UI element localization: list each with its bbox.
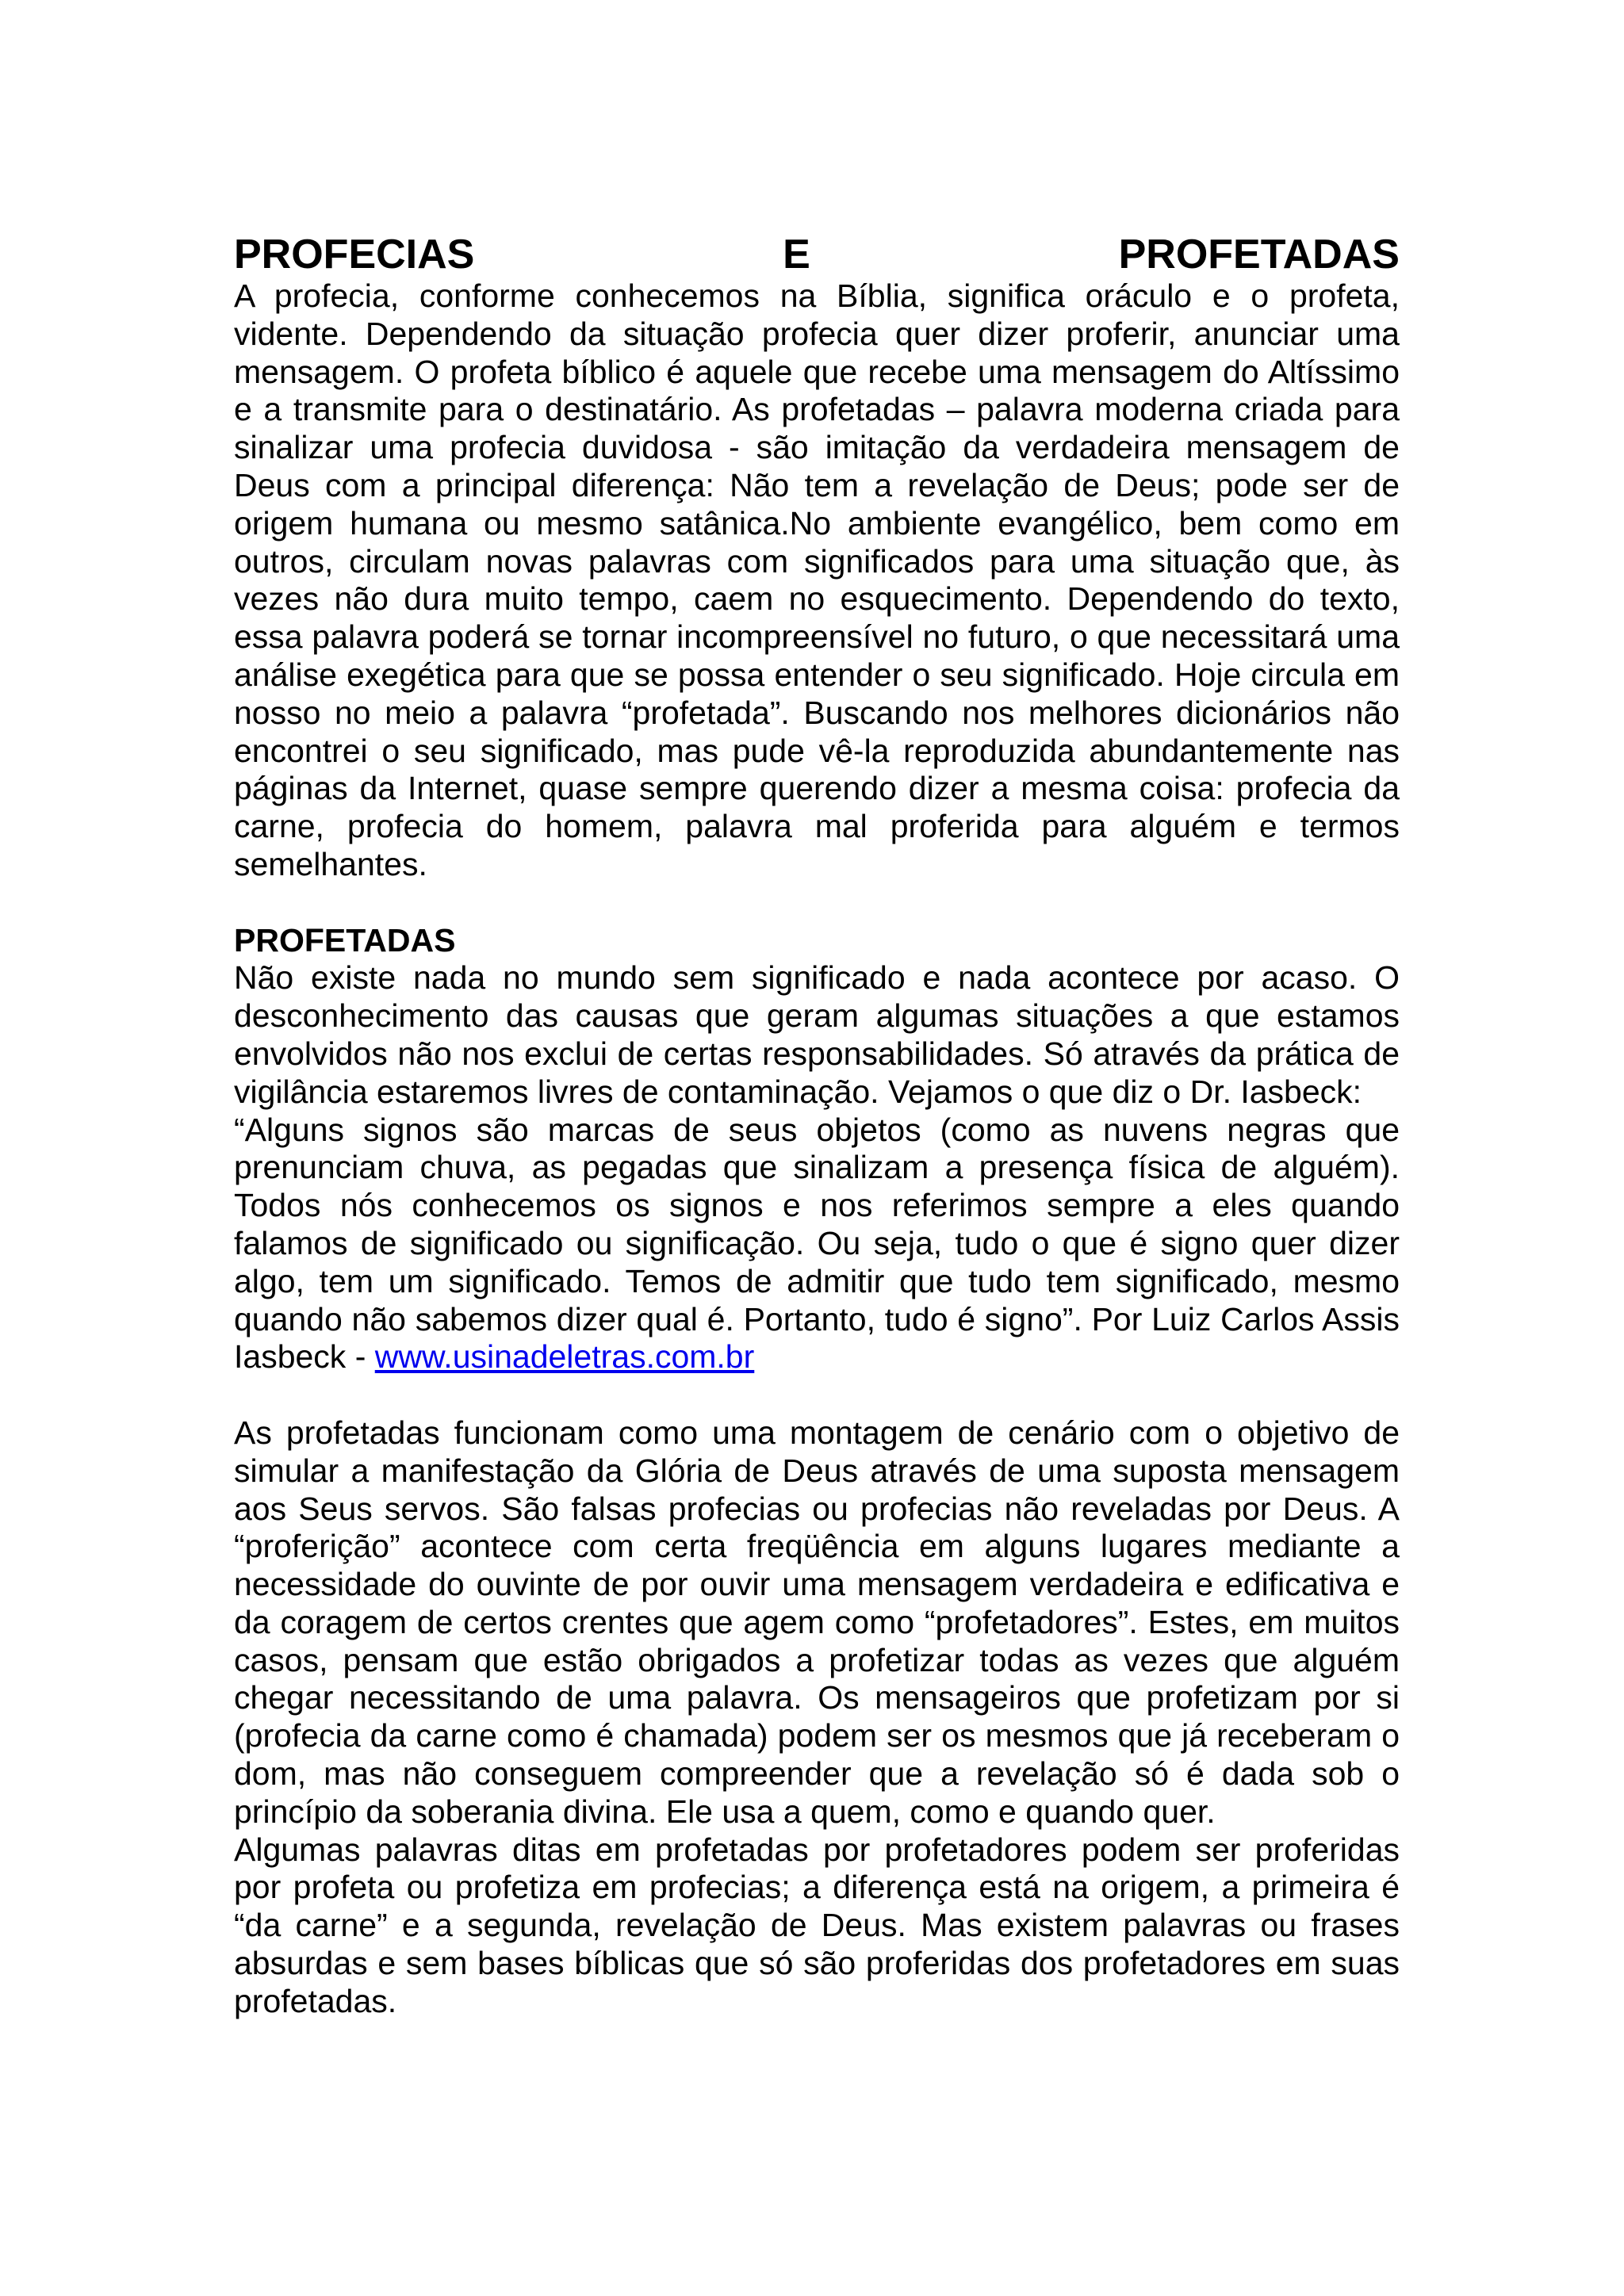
paragraph-palavras: Algumas palavras ditas em profetadas por profetadores podem ser proferidas por profeta ou profetiza em profecias; a diferença está na origem, a primeira é “da carne” e a segunda, revelação de Deus. Mas existem palavras ou frases absurdas e sem bases bíblicas que só são proferidas dos profetadores em suas profetadas.	[234, 1831, 1400, 2019]
title-word-e: E	[783, 232, 810, 277]
paragraph-vigilancia: Não existe nada no mundo sem significado e nada acontece por acaso. O desconhecimento das causas que geram algumas situações a que estamos envolvidos não nos exclui de certas responsabilidades. Só através da prática de vigilância estaremos livres de contaminação. Vejamos o que diz o Dr. Iasbeck:	[234, 959, 1400, 1110]
title-word-profecias: PROFECIAS	[234, 232, 475, 277]
paragraph-gap	[234, 1376, 1400, 1414]
usinadeletras-link[interactable]: www.usinadeletras.com.br	[374, 1338, 755, 1376]
intro-paragraph: A profecia, conforme conhecemos na Bíblia, significa oráculo e o profeta, vidente. Dependendo da situação profecia quer dizer proferir, anunciar uma mensagem. O profeta bíblico é aquele que recebe uma mensagem do Altíssimo e a transmite para o destinatário. As profetadas – palavra moderna criada para sinalizar uma profecia duvidosa - são imitação da verdadeira mensagem de Deus com a principal diferença: Não tem a revelação de Deus; pode ser de origem humana ou mesmo satânica.No ambiente evangélico, bem como em outros, circulam novas palavras com significados para uma situação que, às vezes não dura muito tempo, caem no esquecimento. Dependendo do texto, essa palavra poderá se tornar incompreensível no futuro, o que necessitará uma análise exegética para que se possa entender o seu significado. Hoje circula em nosso no meio a palavra “profetada”. Buscando nos melhores dicionários não encontrei o seu significado, mas pude vê-la reproduzida abundantemente nas páginas da Internet, quase sempre querendo dizer a mesma coisa: profecia da carne, profecia do homem, palavra mal proferida para alguém e termos semelhantes.	[234, 277, 1400, 882]
quote-text: “Alguns signos são marcas de seus objetos (como as nuvens negras que prenunciam chuva, as pegadas que sinalizam a presença física de alguém). Todos nós conhecemos os signos e nos referimos sempre a eles quando falamos de significado ou significação. Ou seja, tudo o que é signo quer dizer algo, tem um significado. Temos de admitir que tudo tem significado, mesmo quando não sabemos dizer qual é. Portanto, tudo é signo”. Por Luiz Carlos Assis Iasbeck -	[234, 1111, 1400, 1376]
section-heading: PROFETADAS	[234, 921, 456, 959]
paragraph-gap	[234, 884, 1400, 922]
document-page	[234, 232, 1400, 2021]
paragraph-montagem: As profetadas funcionam como uma montagem de cenário com o objetivo de simular a manifestação da Glória de Deus através de uma suposta mensagem aos Seus servos. São falsas profecias ou profecias não reveladas por Deus. A “proferição” acontece com certa freqüência em alguns lugares mediante a necessidade do ouvinte de por ouvir uma mensagem verdadeira e edificativa e da coragem de certos crentes que agem como “profetadores”. Estes, em muitos casos, pensam que estão obrigados a profetizar todas as vezes que alguém chegar necessitando de uma palavra. Os mensageiros que profetizam por si (profecia da carne como é chamada) podem ser os mesmos que já receberam o dom, mas não conseguem compreender que a revelação só é dada sob o princípio da soberania divina. Ele usa a quem, como e quando quer.	[234, 1414, 1400, 1830]
quote-paragraph	[234, 1112, 1400, 1377]
page-title	[234, 232, 1400, 277]
title-word-profetadas: PROFETADAS	[1118, 232, 1400, 277]
